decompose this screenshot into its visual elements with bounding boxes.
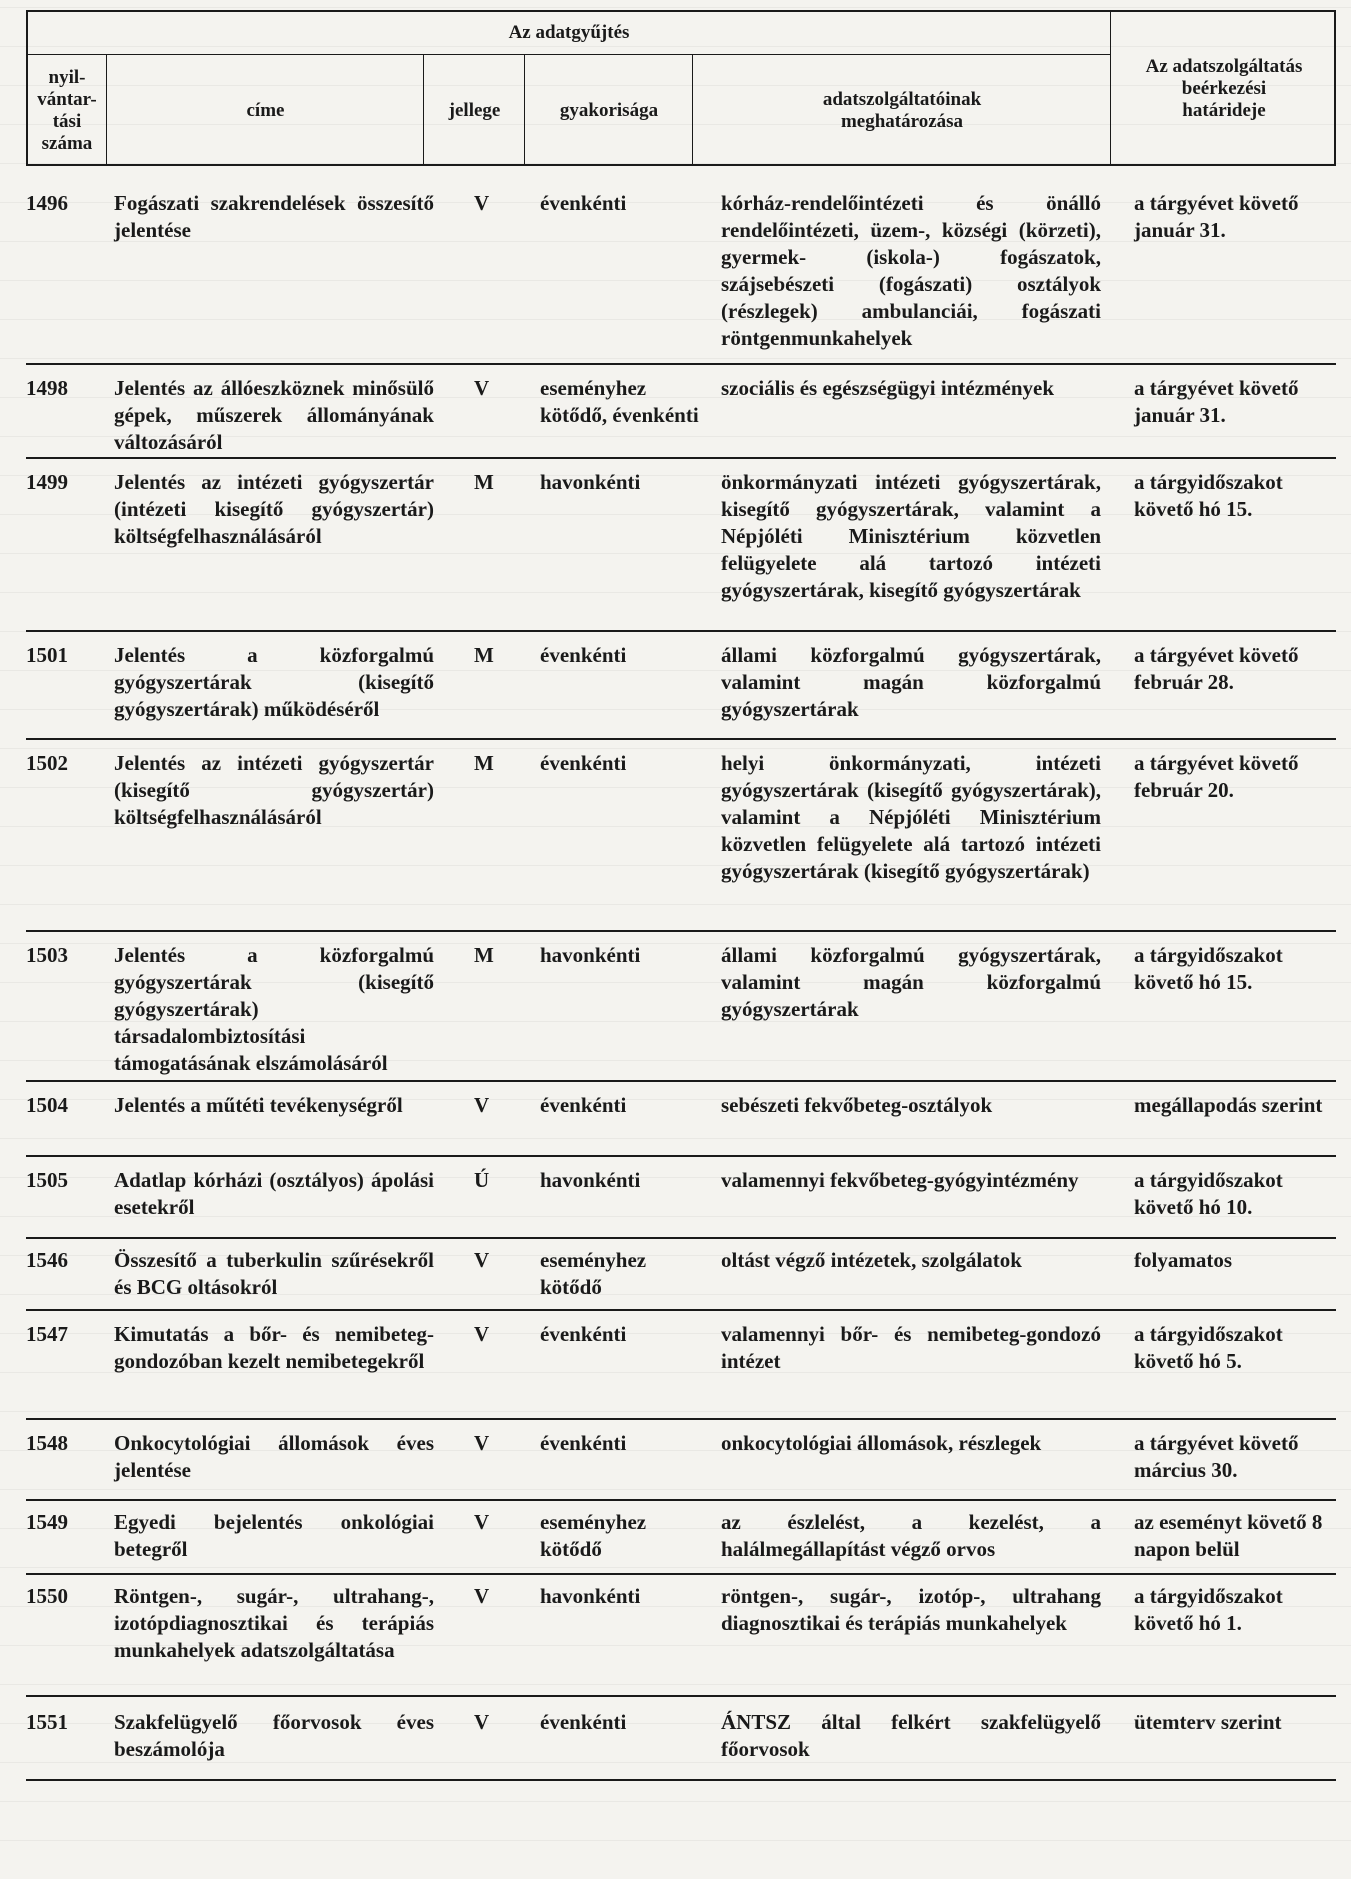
header-rule bbox=[423, 54, 424, 164]
row-adatszolgaltatok: az észlelést, a kezelést, a halálmegállapítást végző orvos bbox=[721, 1510, 1101, 1561]
row-title: Összesítő a tuberkulin szűrésekről és BCG oltásokról bbox=[114, 1248, 434, 1299]
row-hatarido: a tárgyidőszakot követő hó 1. bbox=[1134, 1584, 1283, 1635]
row-hatarido: a tárgyévet követő január 31. bbox=[1134, 376, 1299, 427]
header-col-number: nyil- vántar- tási száma bbox=[37, 67, 97, 154]
row-gyakorisag: havonkénti bbox=[540, 1168, 641, 1192]
row-number: 1549 bbox=[26, 1510, 68, 1534]
header-divider bbox=[28, 54, 1110, 55]
row-adatszolgaltatok: valamennyi fekvőbeteg-gyógyintézmény bbox=[721, 1168, 1079, 1192]
row-title: Jelentés az állóeszköznek minősülő gépek, műszerek állományának változásáról bbox=[114, 376, 434, 454]
header-col-title: címe bbox=[246, 100, 285, 121]
row-title: Jelentés az intézeti gyógyszertár (intézeti kisegítő gyógyszertár) költségfelhasználásáról bbox=[114, 470, 434, 548]
header-rule bbox=[692, 54, 693, 164]
row-title: Egyedi bejelentés onkológiai betegről bbox=[114, 1510, 434, 1561]
row-hatarido: a tárgyidőszakot követő hó 15. bbox=[1134, 470, 1283, 521]
row-adatszolgaltatok: röntgen-, sugár-, izotóp-, ultrahang diagnosztikai és terápiás munkahelyek bbox=[721, 1584, 1101, 1635]
row-jelleg: V bbox=[474, 1093, 490, 1117]
row-jelleg: V bbox=[474, 1248, 490, 1272]
row-hatarido: folyamatos bbox=[1134, 1248, 1232, 1272]
header-rule bbox=[1110, 12, 1111, 164]
row-title: Fogászati szakrendelések összesítő jelentése bbox=[114, 191, 434, 242]
row-adatszolgaltatok: kórház-rendelőintézeti és önálló rendelőintézeti, üzem-, községi (körzeti), gyermek- (iskola-) fogászatok, szájsebészeti (fogászati) osztályok (részlegek) ambulanciái, fogászati röntgenmunkahelyek bbox=[721, 191, 1101, 350]
table-row bbox=[26, 1420, 1336, 1501]
row-title: Onkocytológiai állomások éves jelentése bbox=[114, 1431, 434, 1482]
row-title: Kimutatás a bőr- és nemibeteg-gondozóban kezelt nemibetegekről bbox=[114, 1322, 434, 1373]
row-jelleg: Ú bbox=[474, 1168, 490, 1192]
row-title: Szakfelügyelő főorvosok éves beszámolója bbox=[114, 1710, 434, 1761]
row-adatszolgaltatok: ÁNTSZ által felkért szakfelügyelő főorvosok bbox=[721, 1710, 1101, 1761]
row-adatszolgaltatok: önkormányzati intézeti gyógyszertárak, kisegítő gyógyszertárak, valamint a Népjóléti Minisztérium közvetlen felügyelete alá tartozó intézeti gyógyszertárak, kisegítő gyógyszertárak bbox=[721, 470, 1101, 602]
row-jelleg: M bbox=[474, 470, 494, 494]
document-page bbox=[26, 10, 1336, 1761]
header-col-gyakorisag: gyakorisága bbox=[559, 100, 659, 121]
row-number: 1503 bbox=[26, 943, 68, 967]
table-row bbox=[26, 365, 1336, 459]
row-gyakorisag: eseményhez kötődő bbox=[540, 1248, 647, 1299]
row-jelleg: V bbox=[474, 1584, 490, 1608]
header-col-hatarido: Az adatszolgáltatás beérkezési határideje bbox=[1145, 56, 1303, 121]
table-row bbox=[26, 190, 1336, 365]
row-title: Jelentés a műtéti tevékenységről bbox=[114, 1093, 403, 1117]
row-hatarido: megállapodás szerint bbox=[1134, 1093, 1323, 1117]
row-hatarido: a tárgyidőszakot követő hó 5. bbox=[1134, 1322, 1283, 1373]
row-jelleg: V bbox=[474, 1322, 490, 1346]
row-jelleg: V bbox=[474, 1710, 490, 1734]
row-title: Adatlap kórházi (osztályos) ápolási esetekről bbox=[114, 1168, 434, 1219]
row-number: 1505 bbox=[26, 1168, 68, 1192]
header-rule bbox=[106, 54, 107, 164]
row-number: 1550 bbox=[26, 1584, 68, 1608]
row-gyakorisag: évenkénti bbox=[540, 1710, 627, 1734]
row-number: 1551 bbox=[26, 1710, 68, 1734]
row-title: Jelentés a közforgalmú gyógyszertárak (kisegítő gyógyszertárak) működéséről bbox=[114, 643, 434, 721]
row-hatarido: a tárgyidőszakot követő hó 10. bbox=[1134, 1168, 1283, 1219]
header-rule bbox=[524, 54, 525, 164]
header-col-adatszolgaltatok: adatszolgáltatóinak meghatározása bbox=[822, 89, 982, 132]
row-gyakorisag: havonkénti bbox=[540, 943, 641, 967]
table-row bbox=[26, 1311, 1336, 1420]
row-gyakorisag: eseményhez kötődő, évenkénti bbox=[540, 376, 699, 427]
row-gyakorisag: havonkénti bbox=[540, 470, 641, 494]
header-group-title: Az adatgyűjtés bbox=[508, 22, 630, 43]
table-row bbox=[26, 1157, 1336, 1239]
table-row bbox=[26, 932, 1336, 1082]
table-row bbox=[26, 1575, 1336, 1697]
row-number: 1547 bbox=[26, 1322, 68, 1346]
row-number: 1501 bbox=[26, 643, 68, 667]
row-adatszolgaltatok: oltást végző intézetek, szolgálatok bbox=[721, 1248, 1022, 1272]
row-number: 1496 bbox=[26, 191, 68, 215]
row-gyakorisag: havonkénti bbox=[540, 1584, 641, 1608]
row-hatarido: a tárgyévet követő január 31. bbox=[1134, 191, 1299, 242]
row-jelleg: M bbox=[474, 943, 494, 967]
table-row bbox=[26, 1082, 1336, 1157]
row-number: 1546 bbox=[26, 1248, 68, 1272]
row-hatarido: a tárgyévet követő február 20. bbox=[1134, 751, 1299, 802]
table-row bbox=[26, 1501, 1336, 1575]
row-hatarido: az eseményt követő 8 napon belül bbox=[1134, 1510, 1323, 1561]
row-gyakorisag: eseményhez kötődő bbox=[540, 1510, 647, 1561]
row-jelleg: V bbox=[474, 1431, 490, 1455]
header-col-jelleg: jellege bbox=[448, 100, 501, 121]
row-hatarido: ütemterv szerint bbox=[1134, 1710, 1282, 1734]
row-jelleg: M bbox=[474, 751, 494, 775]
row-adatszolgaltatok: állami közforgalmú gyógyszertárak, valamint magán közforgalmú gyógyszertárak bbox=[721, 943, 1101, 1021]
row-hatarido: a tárgyévet követő február 28. bbox=[1134, 643, 1299, 694]
row-gyakorisag: évenkénti bbox=[540, 643, 627, 667]
row-jelleg: V bbox=[474, 376, 490, 400]
row-title: Röntgen-, sugár-, ultrahang-, izotópdiagnosztikai és terápiás munkahelyek adatszolgáltatása bbox=[114, 1584, 434, 1662]
row-jelleg: M bbox=[474, 643, 494, 667]
row-number: 1548 bbox=[26, 1431, 68, 1455]
row-gyakorisag: évenkénti bbox=[540, 191, 627, 215]
table-row bbox=[26, 740, 1336, 932]
row-number: 1502 bbox=[26, 751, 68, 775]
row-gyakorisag: évenkénti bbox=[540, 1431, 627, 1455]
row-gyakorisag: évenkénti bbox=[540, 1322, 627, 1346]
row-adatszolgaltatok: szociális és egészségügyi intézmények bbox=[721, 376, 1055, 400]
row-jelleg: V bbox=[474, 1510, 490, 1534]
table-row bbox=[26, 632, 1336, 740]
row-adatszolgaltatok: állami közforgalmú gyógyszertárak, valamint magán közforgalmú gyógyszertárak bbox=[721, 643, 1101, 721]
row-title: Jelentés az intézeti gyógyszertár (kisegítő gyógyszertár) költségfelhasználásáról bbox=[114, 751, 434, 829]
row-adatszolgaltatok: sebészeti fekvőbeteg-osztályok bbox=[721, 1093, 993, 1117]
row-hatarido: a tárgyidőszakot követő hó 15. bbox=[1134, 943, 1283, 994]
table-body bbox=[26, 190, 1336, 1781]
table-row bbox=[26, 1697, 1336, 1781]
table-row bbox=[26, 459, 1336, 632]
row-hatarido: a tárgyévet követő március 30. bbox=[1134, 1431, 1299, 1482]
row-adatszolgaltatok: helyi önkormányzati, intézeti gyógyszertárak (kisegítő gyógyszertárak), valamint a Népjóléti Minisztérium közvetlen felügyelete alá tartozó intézeti gyógyszertárak (kisegítő gyógyszertárak) bbox=[721, 751, 1101, 883]
row-jelleg: V bbox=[474, 191, 490, 215]
row-number: 1499 bbox=[26, 470, 68, 494]
row-number: 1504 bbox=[26, 1093, 68, 1117]
table-row bbox=[26, 1239, 1336, 1311]
row-gyakorisag: évenkénti bbox=[540, 1093, 627, 1117]
table-header bbox=[26, 10, 1336, 166]
row-number: 1498 bbox=[26, 376, 68, 400]
row-gyakorisag: évenkénti bbox=[540, 751, 627, 775]
row-adatszolgaltatok: valamennyi bőr- és nemibeteg-gondozó intézet bbox=[721, 1322, 1101, 1373]
row-title: Jelentés a közforgalmú gyógyszertárak (kisegítő gyógyszertárak) társadalombiztosítási támogatásának elszámolásáról bbox=[114, 943, 434, 1075]
row-adatszolgaltatok: onkocytológiai állomások, részlegek bbox=[721, 1431, 1042, 1455]
